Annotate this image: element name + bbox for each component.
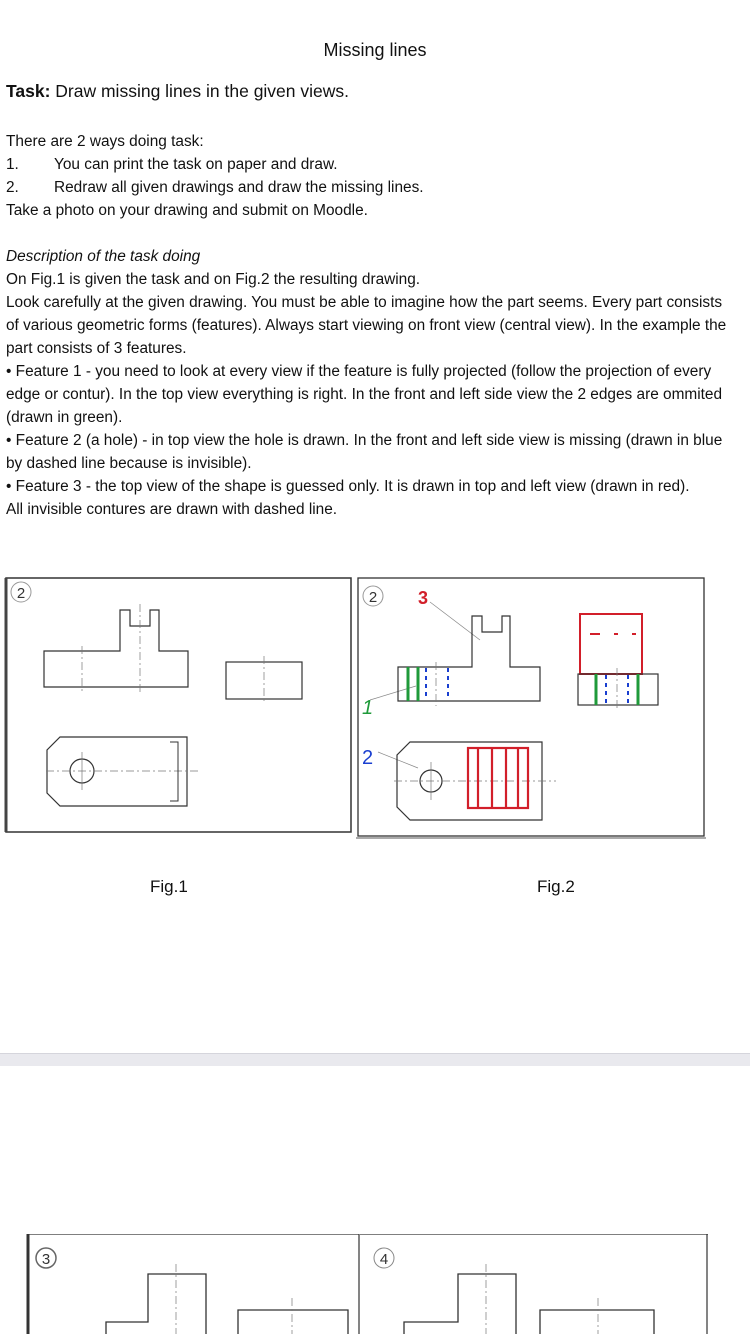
description-line: • Feature 3 - the top view of the shape is guessed only. It is drawn in top and left view (drawn in red). bbox=[6, 478, 690, 495]
page-separator bbox=[0, 1053, 750, 1067]
fig4-drawing bbox=[360, 1234, 710, 1334]
task-statement bbox=[6, 80, 736, 103]
document-page-2 bbox=[0, 1066, 750, 1334]
ways-item: 2. Redraw all given drawings and draw the missing lines. bbox=[6, 179, 424, 196]
feature-2-label: 2 bbox=[362, 747, 374, 769]
description-line: All invisible contures are drawn with dashed line. bbox=[6, 501, 338, 518]
ways-outro: Take a photo on your drawing and submit on Moodle. bbox=[6, 202, 368, 219]
task-label: Task: bbox=[6, 81, 51, 101]
fig2-number: 2 bbox=[368, 589, 378, 606]
description-line: • Feature 2 (a hole) - in top view the hole is drawn. In the front and left side view is missing (drawn in blue by dashed line because is invisible). bbox=[6, 432, 723, 472]
feature-1-label: 1 bbox=[362, 697, 374, 719]
task-text: Draw missing lines in the given views. bbox=[50, 81, 350, 101]
feature-3-label: 3 bbox=[418, 588, 429, 608]
fig3-drawing bbox=[26, 1234, 360, 1334]
fig4-number: 4 bbox=[379, 1251, 389, 1268]
description-line: On Fig.1 is given the task and on Fig.2 the resulting drawing. bbox=[6, 271, 421, 288]
ways-item: 1. You can print the task on paper and draw. bbox=[6, 156, 338, 173]
fig1-number: 2 bbox=[16, 585, 26, 602]
fig2-caption: Fig.2 bbox=[537, 877, 575, 896]
fig2-drawing bbox=[356, 576, 708, 840]
page-title: Missing lines bbox=[323, 40, 427, 60]
fig1-caption: Fig.1 bbox=[150, 877, 188, 896]
description-line: Look carefully at the given drawing. You must be able to imagine how the part seems. Every part consists of various geometric forms (features). Always start viewing on front view (central view). In the example the part consists of 3 features. bbox=[6, 294, 727, 357]
description-heading: Description of the task doing bbox=[6, 248, 201, 265]
description-line: • Feature 1 - you need to look at every view if the feature is fully projected (follow the projection of every edge or contur). In the top view everything is right. In the front and left side view the 2 edges are ommited (drawn in green). bbox=[6, 363, 723, 426]
fig1-drawing bbox=[4, 576, 354, 836]
description-section bbox=[6, 245, 736, 521]
fig3-number: 3 bbox=[41, 1251, 51, 1268]
ways-intro: There are 2 ways doing task: bbox=[6, 133, 204, 150]
ways-section bbox=[6, 130, 736, 222]
